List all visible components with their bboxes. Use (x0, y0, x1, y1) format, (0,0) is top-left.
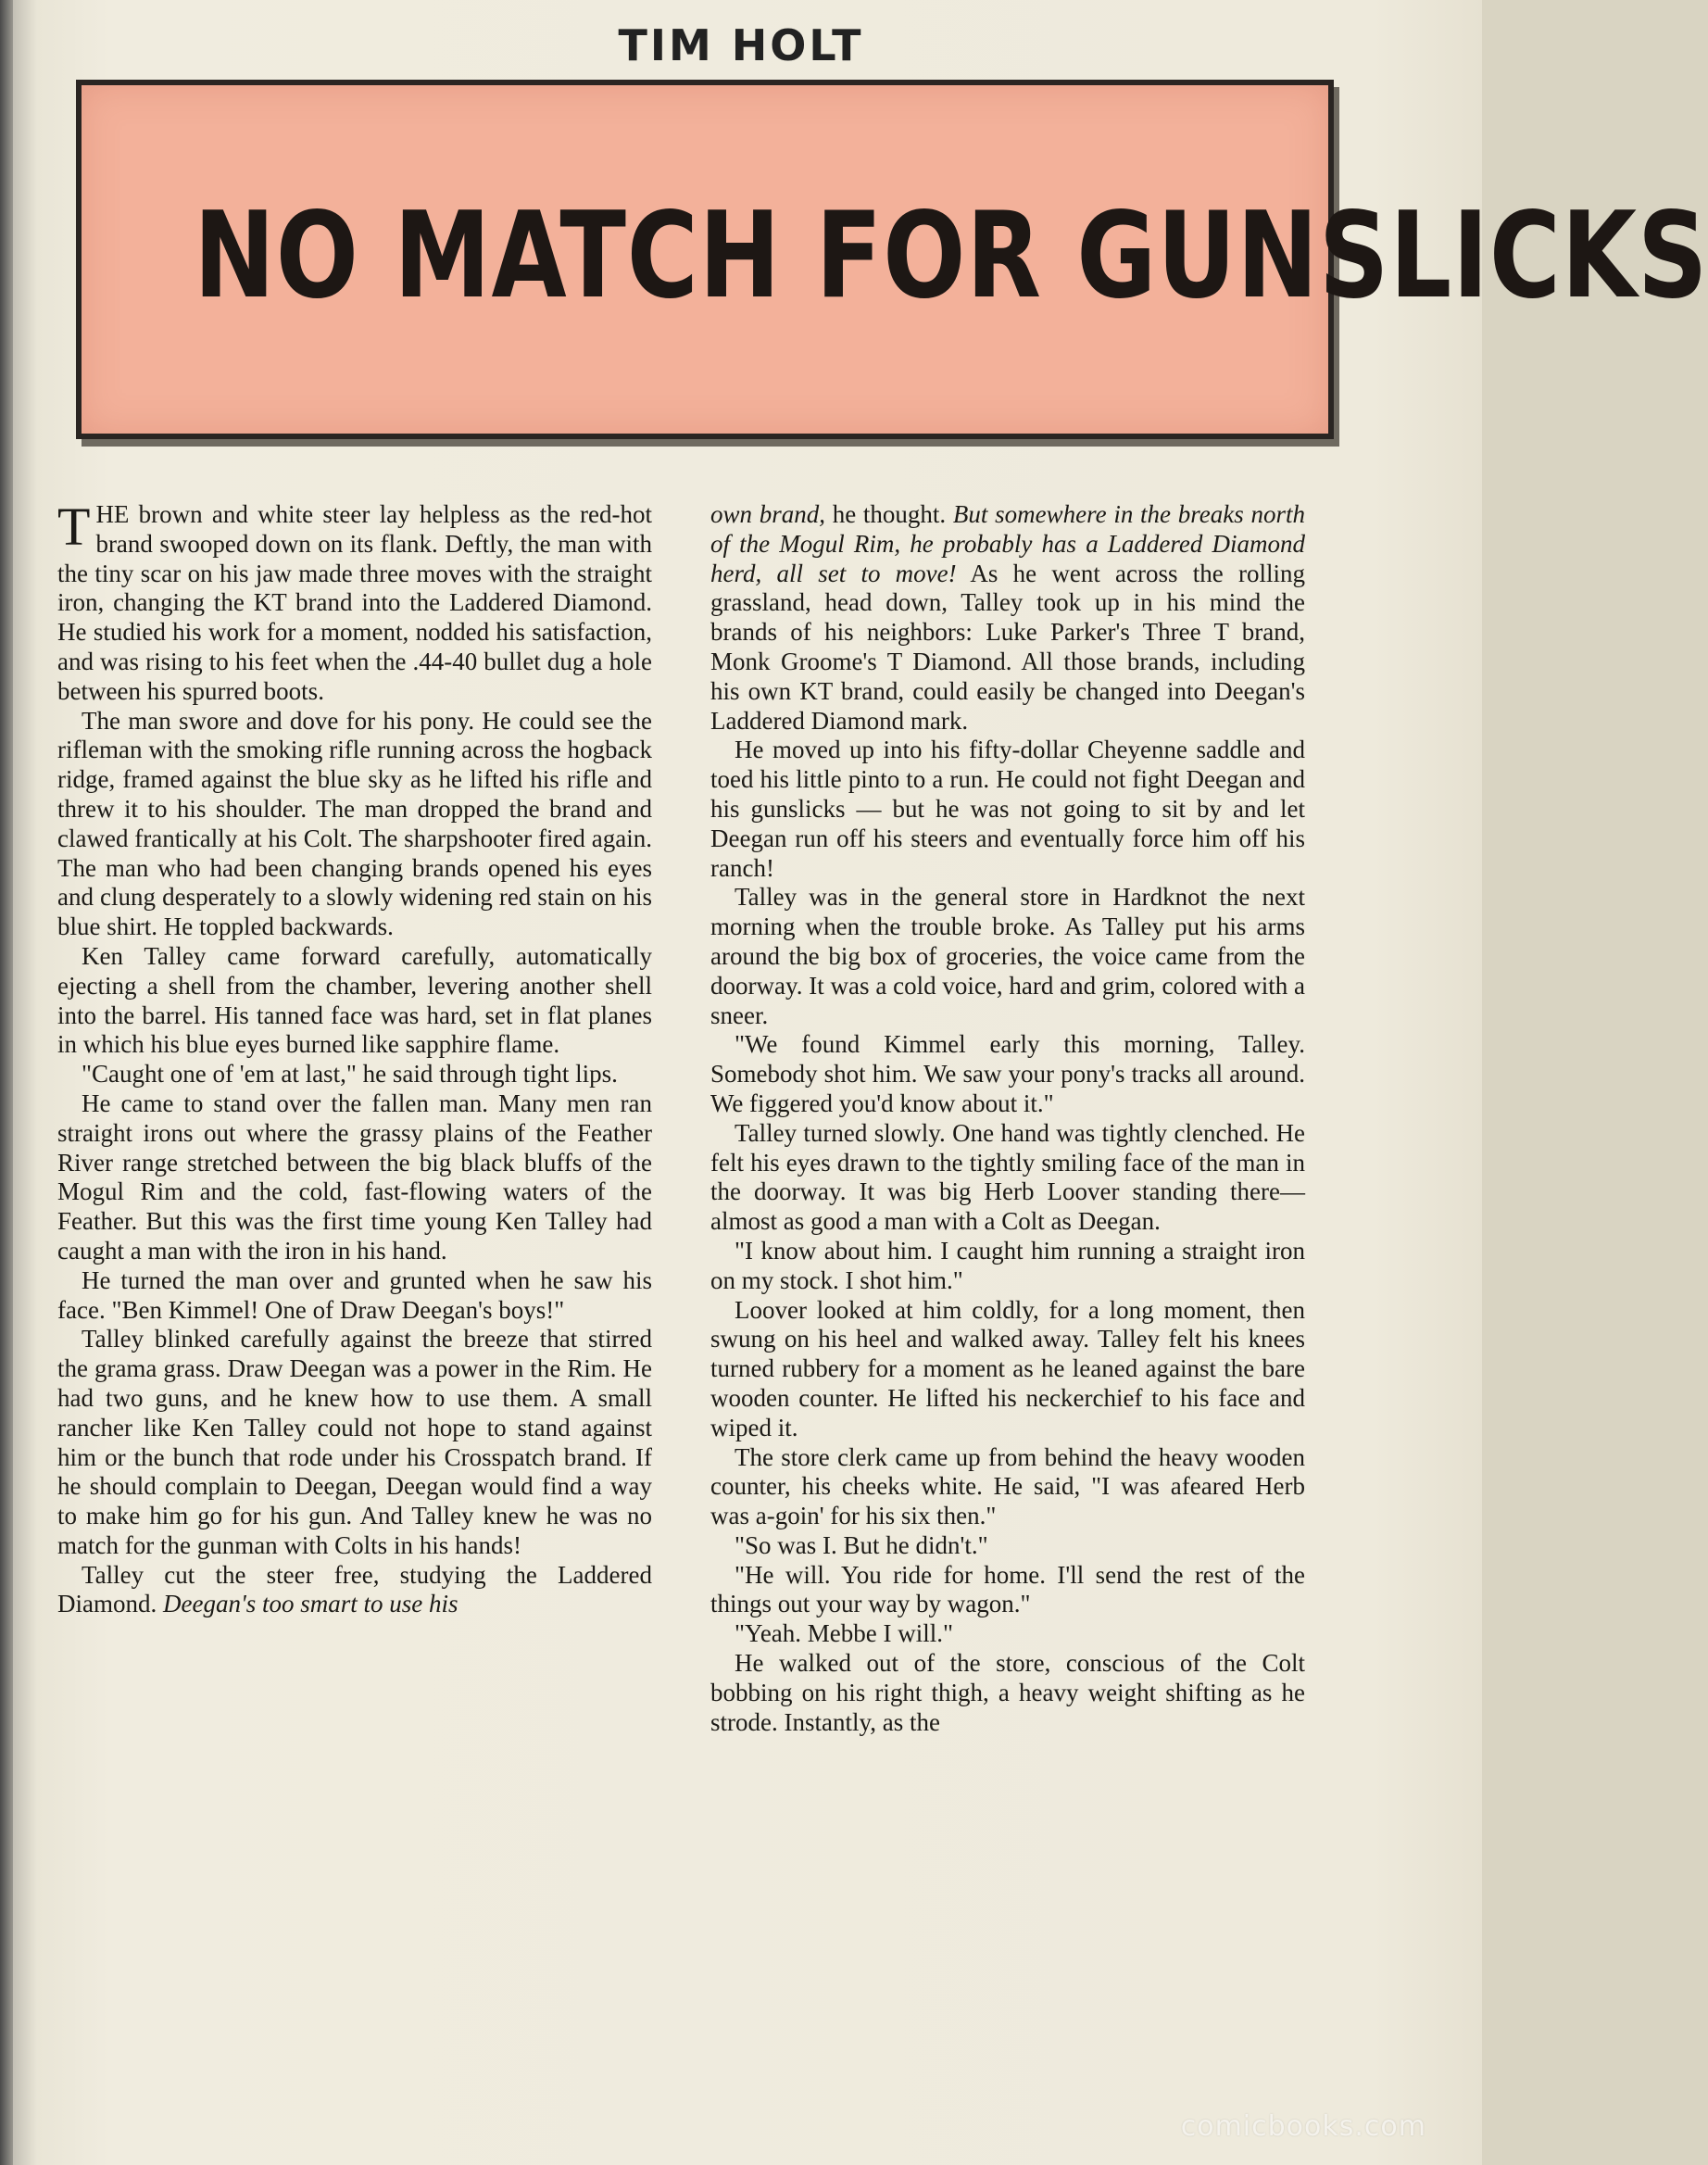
story-paragraph: The man swore and dove for his pony. He could see the rifleman with the smoking rifle running across the hogback ridge, framed against the blue sky as he lifted his rifle and threw it to his shoulder. The man dropped the brand and clawed frantically at his Colt. The sharpshooter fired again. The man who had been changing brands opened his eyes and clung desperately to a slowly widening red stain on his blue shirt. He toppled backwards. (57, 706, 652, 941)
story-paragraph (710, 500, 1305, 736)
story-paragraph: Loover looked at him coldly, for a long moment, then swung on his heel and walked away. Talley felt his knees turned rubbery for a moment as he leaned against the bare wooden counter. He lifted his neckerchief to his face and wiped it. (710, 1295, 1305, 1441)
story-paragraph: The store clerk came up from behind the heavy wooden counter, his cheeks white. He said, "I was afeared Herb was a-goin' for his six then." (710, 1442, 1305, 1530)
story-paragraph: Talley was in the general store in Hardknot the next morning when the trouble broke. As Talley put his arms around the big box of groceries, the voice came from the doorway. It was a cold voice, hard and grim, colored with a sneer. (710, 883, 1305, 1029)
title-panel (76, 80, 1708, 439)
story-paragraph: "Caught one of 'em at last," he said through tight lips. (82, 1060, 618, 1089)
story-paragraph: "So was I. But he didn't." (735, 1530, 988, 1559)
site-watermark: comicbooks.com (1180, 2110, 1426, 2143)
page-spine-shadow (0, 0, 13, 2165)
story-paragraph: He moved up into his fifty-dollar Cheyenne saddle and toed his little pinto to a run. He could not fight Deegan and his gunslicks — but he was not going to sit by and let Deegan run off his steers and eventually force him off his ranch! (710, 736, 1305, 882)
drop-cap: T (57, 497, 91, 557)
story-paragraph-text: As he went across the rolling grassland, head down, Talley took up in his mind the brands of his neighbors: Luke Parker's Three T brand, Monk Groome's T Diamond. All those brands, including his own KT brand, could easily be changed into Deegan's Laddered Diamond mark. (710, 559, 1305, 735)
story-paragraph: "We found Kimmel early this morning, Talley. Somebody shot him. We saw your pony's tracks all around. We figgered you'd know about it." (710, 1030, 1305, 1117)
story-paragraph (57, 497, 652, 707)
story-paragraph: "Yeah. Mebbe I will." (735, 1619, 954, 1648)
story-paragraph-text: he thought. (825, 500, 953, 528)
story-paragraph-text: HE brown and white steer lay helpless as the red-hot brand swooped down on its flank. Deftly, the man with the tiny scar on his jaw made three moves with the straight iron, changing the KT brand into the Laddered Diamond. He studied his work for a moment, nodded his satisfaction, and was rising to his feet when the .44-40 bullet dug a hole between his spurred boots. (57, 500, 652, 705)
story-paragraph: He walked out of the store, conscious of the Colt bobbing on his right thigh, a heavy weight shifting as he strode. Instantly, as the (710, 1649, 1305, 1736)
story-paragraph-text: Talley cut the steer free, studying the Laddered Diamond. (57, 1560, 652, 1618)
story-paragraph: "I know about him. I caught him running a straight iron on my stock. I shot him." (710, 1236, 1305, 1294)
story-paragraph: "He will. You ride for home. I'll send the rest of the things out your way by wagon." (710, 1560, 1305, 1618)
italic-thought: Deegan's too smart to use his (163, 1590, 458, 1618)
story-paragraph: Ken Talley came forward carefully, automatically ejecting a shell from the chamber, levering another shell into the barrel. His tanned face was hard, set in flat planes in which his blue eyes burned like sapphire flame. (57, 941, 652, 1059)
story-column-left (57, 497, 652, 1619)
story-paragraph: Talley turned slowly. One hand was tightly clenched. He felt his eyes drawn to the tightly smiling face of the man in the doorway. It was big Herb Loover standing there—almost as good a man with a Colt as Deegan. (710, 1118, 1305, 1236)
story-paragraph: He turned the man over and grunted when he saw his face. "Ben Kimmel! One of Draw Deegan's boys!" (57, 1265, 652, 1324)
story-title: NO MATCH FOR GUNSLICKS (194, 187, 1708, 325)
italic-thought: own brand, (710, 500, 825, 528)
running-head: TIM HOLT (618, 20, 864, 70)
story-paragraph: Talley blinked carefully against the breeze that stirred the grama grass. Draw Deegan was a power in the Rim. He had two guns, and he knew how to use them. A small rancher like Ken Talley could not hope to stand against him or the bunch that rode under his Crosspatch brand. If he should complain to Deegan, Deegan would find a way to make him go for his gun. And Talley knew he was no match for the gunman with Colts in his hands! (57, 1325, 652, 1559)
story-paragraph: He came to stand over the fallen man. Many men ran straight irons out where the grassy plains of the Feather River range stretched between the big black bluffs of the Mogul Rim and the cold, fast-flowing waters of the Feather. But this was the first time young Ken Talley had caught a man with the iron in his hand. (57, 1089, 652, 1265)
italic-thought: But somewhere in the breaks north of the Mogul Rim, he probably has a Laddered Diamond herd, all set to move! (710, 500, 1305, 587)
story-paragraph (57, 1561, 652, 1620)
story-column-right (710, 500, 1305, 1737)
